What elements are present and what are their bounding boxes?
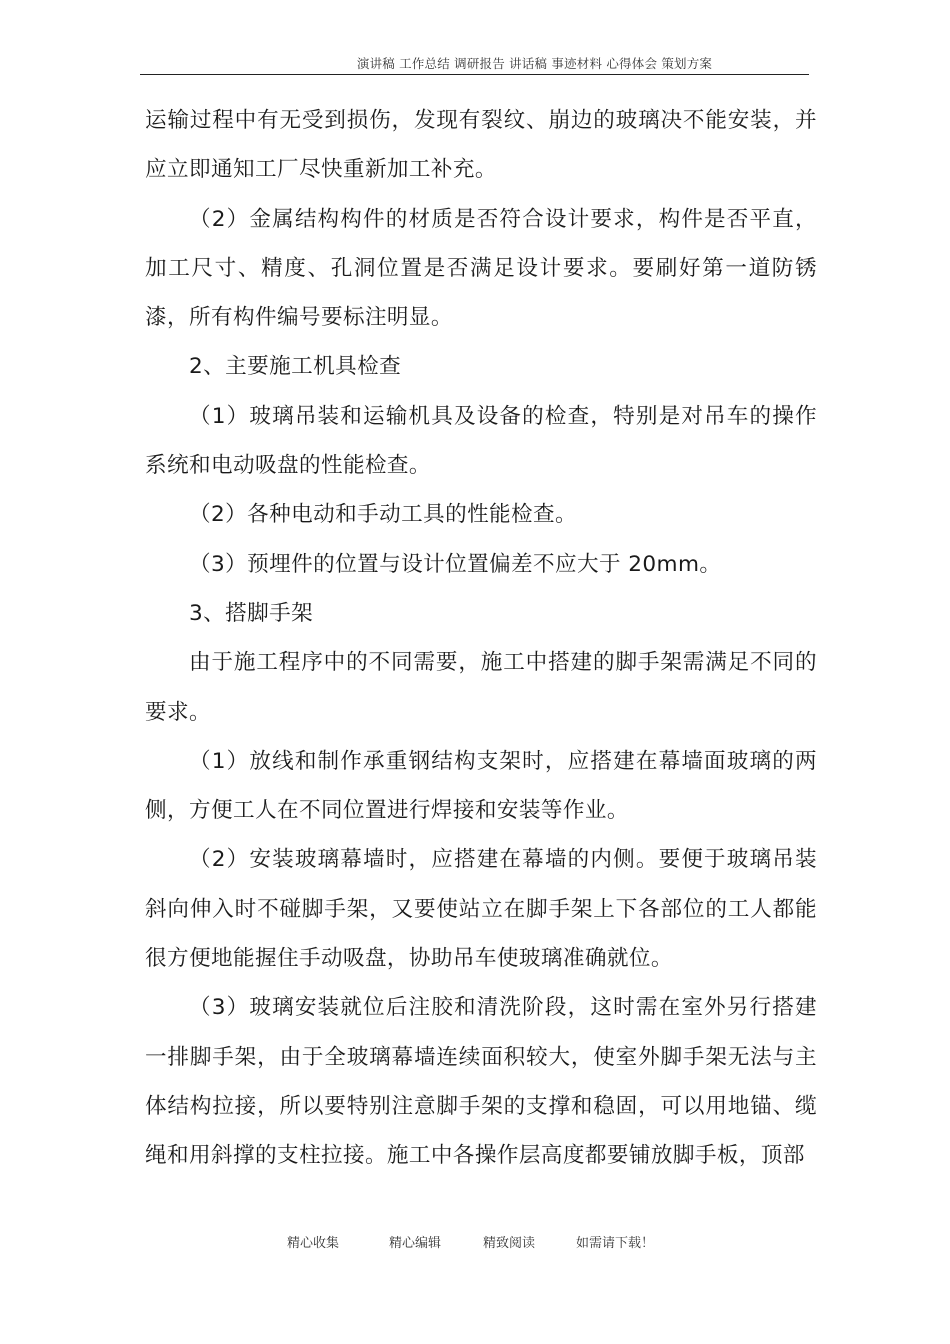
footer-item: 如需请下载！ — [576, 1236, 655, 1251]
page-header — [140, 56, 809, 75]
paragraph-scaffolding-outdoor: （3）玻璃安装就位后注胶和清洗阶段，这时需在室外另行搭建一排脚手架，由于全玻璃幕墙连续面积较大，使室外脚手架无法与主体结构拉接，所以要特别注意脚手架的支撑和稳固，可以用地锚、缆绳和用斜撑的支柱拉接。施工中各操作层高度都要铺放脚手板，顶部 — [145, 995, 817, 1169]
header-text: 演讲稿 工作总结 调研报告 讲话稿 事迹材料 心得体会 策划方案 — [356, 56, 713, 71]
paragraph-scaffolding-glass-install: （2）安装玻璃幕墙时，应搭建在幕墙的内侧。要便于玻璃吊装斜向伸入时不碰脚手架，又要使站立在脚手架上下各部位的工人都能很方便地能握住手动吸盘，协助吊车使玻璃准确就位。 — [145, 847, 817, 972]
footer-item: 精心编辑 — [389, 1236, 442, 1251]
document-body — [145, 96, 817, 1181]
paragraph-metal-structure-check: （2）金属结构构件的材质是否符合设计要求，构件是否平直，加工尺寸、精度、孔洞位置是否满足设计要求。要刷好第一道防锈漆，所有构件编号要标注明显。 — [145, 206, 817, 331]
page-footer — [0, 1232, 950, 1252]
paragraph-hoisting-equipment: （1）玻璃吊装和运输机具及设备的检查，特别是对吊车的操作系统和电动吸盘的性能检查。 — [145, 403, 817, 479]
paragraph-scaffolding-intro: 由于施工程序中的不同需要，施工中搭建的脚手架需满足不同的要求。 — [145, 650, 817, 725]
section-heading-scaffolding: 3、搭脚手架 — [189, 600, 314, 626]
paragraph-tools-check: （2）各种电动和手动工具的性能检查。 — [189, 502, 578, 528]
paragraph-embedded-parts: （3）预埋件的位置与设计位置偏差不应大于 20mm。 — [189, 551, 722, 577]
section-heading-equipment-check: 2、主要施工机具检查 — [189, 354, 402, 380]
paragraph-scaffolding-steel-support: （1）放线和制作承重钢结构支架时，应搭建在幕墙面玻璃的两侧，方便工人在不同位置进行焊接和安装等作业。 — [145, 748, 817, 824]
paragraph-continuation: 运输过程中有无受到损伤，发现有裂纹、崩边的玻璃决不能安装，并应立即通知工厂尽快重新加工补充。 — [145, 108, 817, 183]
footer-item: 精心收集 — [287, 1236, 340, 1251]
footer-item: 精致阅读 — [483, 1236, 536, 1251]
